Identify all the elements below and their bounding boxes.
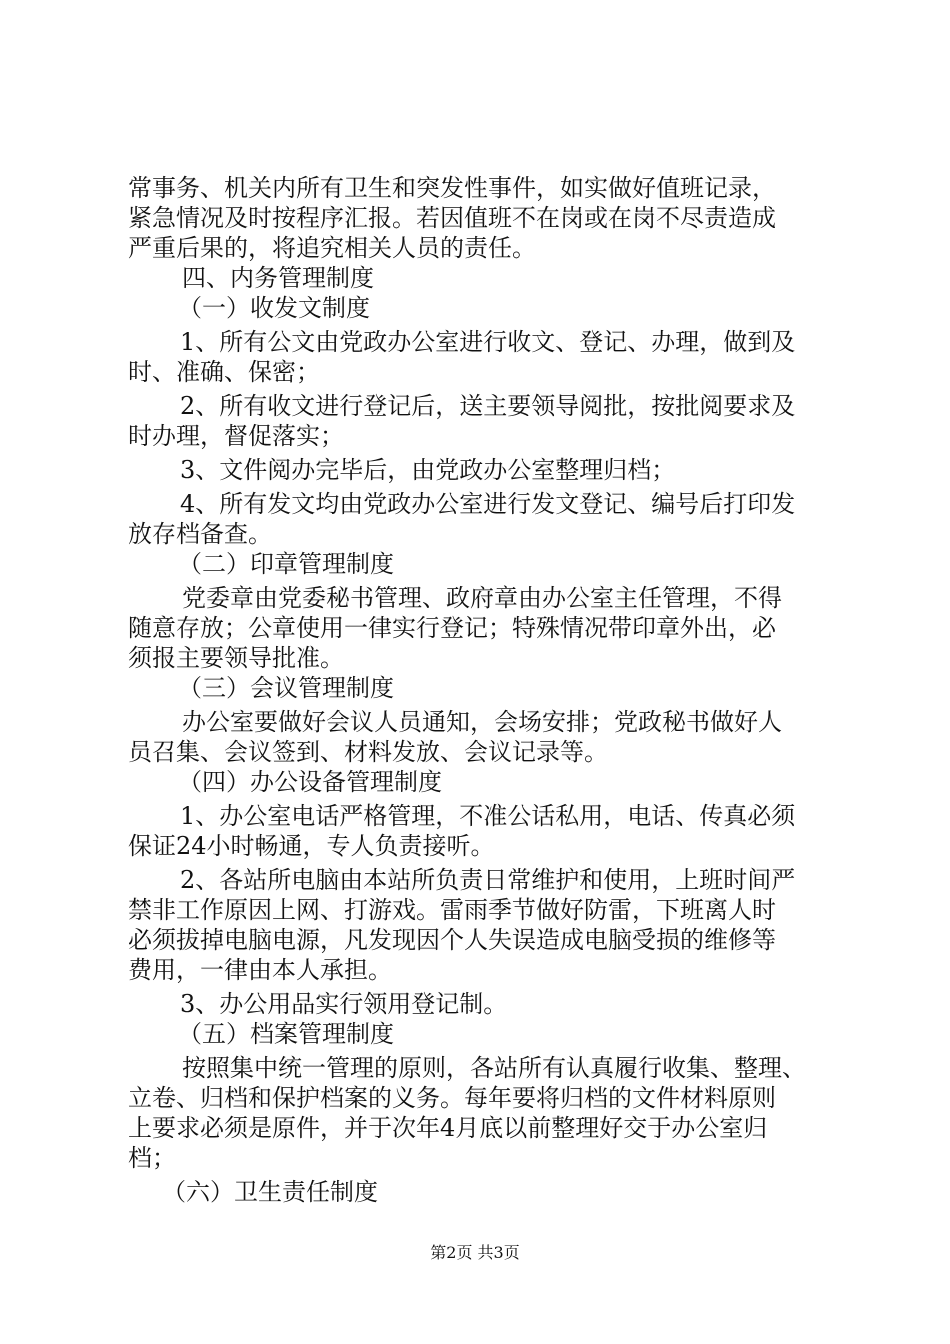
text-line: 档； (128, 1144, 176, 1172)
text-line: 2、所有收文进行登记后，送主要领导阅批，按批阅要求及 (180, 392, 796, 420)
page-number: 第2页 共3页 (430, 1243, 520, 1262)
document-body (128, 173, 850, 1207)
text-line: 4、所有发文均由党政办公室进行发文登记、编号后打印发 (180, 490, 796, 518)
text-line: 办公室要做好会议人员通知，会场安排；党政秘书做好人 (182, 708, 782, 736)
text-line: 严重后果的，将追究相关人员的责任。 (128, 234, 536, 262)
text-line: 按照集中统一管理的原则，各站所有认真履行收集、整理、 (182, 1054, 806, 1082)
text-line: 放存档备查。 (128, 520, 272, 548)
text-line: 党委章由党委秘书管理、政府章由办公室主任管理，不得 (182, 584, 782, 612)
text-line: 2、各站所电脑由本站所负责日常维护和使用，上班时间严 (180, 866, 796, 894)
subsection-heading: （三）会议管理制度 (178, 674, 394, 702)
text-line: 上要求必须是原件，并于次年4月底以前整理好交于办公室归 (128, 1114, 768, 1142)
text-line: 时、准确、保密； (128, 358, 320, 386)
subsection-heading: （一）收发文制度 (178, 294, 370, 322)
text-line: 3、办公用品实行领用登记制。 (180, 990, 508, 1018)
text-line: 时办理，督促落实； (128, 422, 344, 450)
page-footer (0, 1243, 950, 1263)
text-line: 紧急情况及时按程序汇报。若因值班不在岗或在岗不尽责造成 (128, 204, 776, 232)
text-line: 须报主要领导批准。 (128, 644, 344, 672)
subsection-heading: （六）卫生责任制度 (162, 1178, 378, 1206)
text-line: 立卷、归档和保护档案的义务。每年要将归档的文件材料原则 (128, 1084, 776, 1112)
subsection-heading: （四）办公设备管理制度 (178, 768, 442, 796)
text-line: 保证24小时畅通，专人负责接听。 (128, 832, 495, 860)
section-heading: 四、内务管理制度 (182, 264, 374, 292)
text-line: 1、所有公文由党政办公室进行收文、登记、办理，做到及 (180, 328, 796, 356)
text-line: 3、文件阅办完毕后，由党政办公室整理归档； (180, 456, 676, 484)
text-line: 费用，一律由本人承担。 (128, 956, 392, 984)
text-line: 员召集、会议签到、材料发放、会议记录等。 (128, 738, 608, 766)
text-line: 1、办公室电话严格管理，不准公话私用，电话、传真必须 (180, 802, 796, 830)
text-line: 禁非工作原因上网、打游戏。雷雨季节做好防雷，下班离人时 (128, 896, 776, 924)
subsection-heading: （二）印章管理制度 (178, 550, 394, 578)
text-line: 必须拔掉电脑电源，凡发现因个人失误造成电脑受损的维修等 (128, 926, 776, 954)
subsection-heading: （五）档案管理制度 (178, 1020, 394, 1048)
text-line: 常事务、机关内所有卫生和突发性事件，如实做好值班记录， (128, 174, 776, 202)
text-line: 随意存放；公章使用一律实行登记；特殊情况带印章外出，必 (128, 614, 776, 642)
